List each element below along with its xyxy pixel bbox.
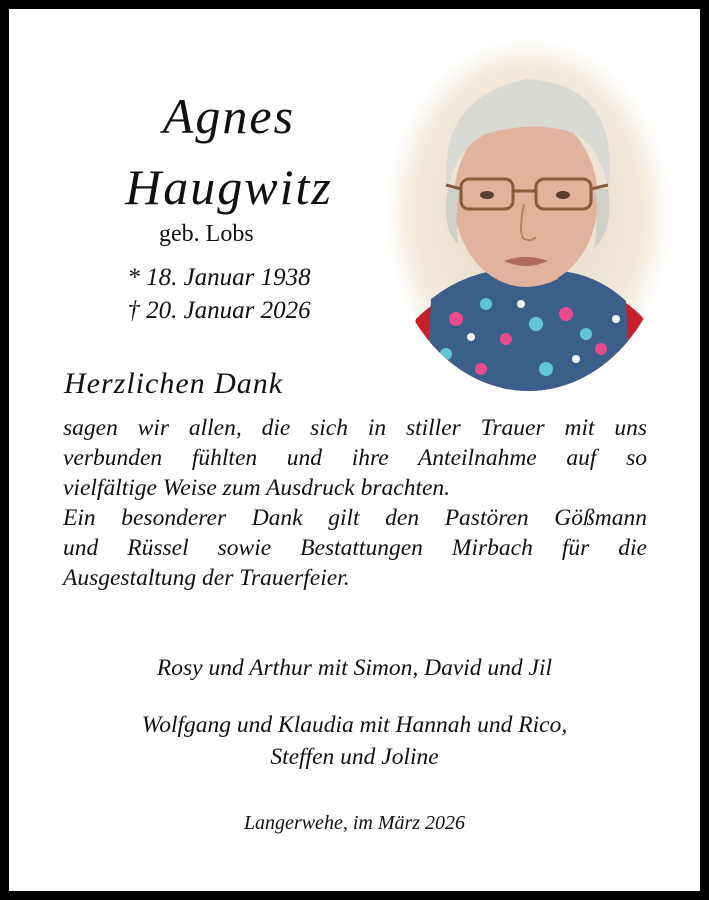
last-name: Haugwitz bbox=[125, 159, 333, 215]
thanks-line: verbunden fühlten und ihre Anteilnahme auf so bbox=[63, 445, 647, 471]
thanks-line: vielfältige Weise zum Ausdruck brachten. bbox=[63, 475, 451, 501]
death-date: † 20. Januar 2026 bbox=[127, 297, 311, 324]
thanks-line: Ausgestaltung der Trauerfeier. bbox=[63, 565, 350, 591]
place-and-date: Langerwehe, im März 2026 bbox=[243, 812, 466, 834]
thanks-line: Ein besonderer Dank gilt den Pastören Gößmann bbox=[63, 505, 647, 531]
family-line-2: Wolfgang und Klaudia mit Hannah und Rico, bbox=[141, 712, 568, 738]
thanks-line: sagen wir allen, die sich in stiller Trauer mit uns bbox=[63, 415, 647, 441]
portrait-photo bbox=[386, 39, 671, 391]
thanks-heading: Herzlichen Dank bbox=[64, 367, 284, 400]
birth-name: geb. Lobs bbox=[159, 221, 254, 247]
obituary-card bbox=[9, 9, 700, 891]
birth-date: * 18. Januar 1938 bbox=[127, 264, 311, 291]
family-line-1: Rosy und Arthur mit Simon, David und Jil bbox=[156, 655, 553, 681]
portrait-illustration bbox=[386, 39, 671, 391]
thanks-text bbox=[63, 413, 647, 593]
thanks-line: und Rüssel sowie Bestattungen Mirbach für die bbox=[63, 535, 647, 561]
family-line-3: Steffen und Joline bbox=[270, 744, 439, 770]
first-name: Agnes bbox=[162, 88, 296, 144]
